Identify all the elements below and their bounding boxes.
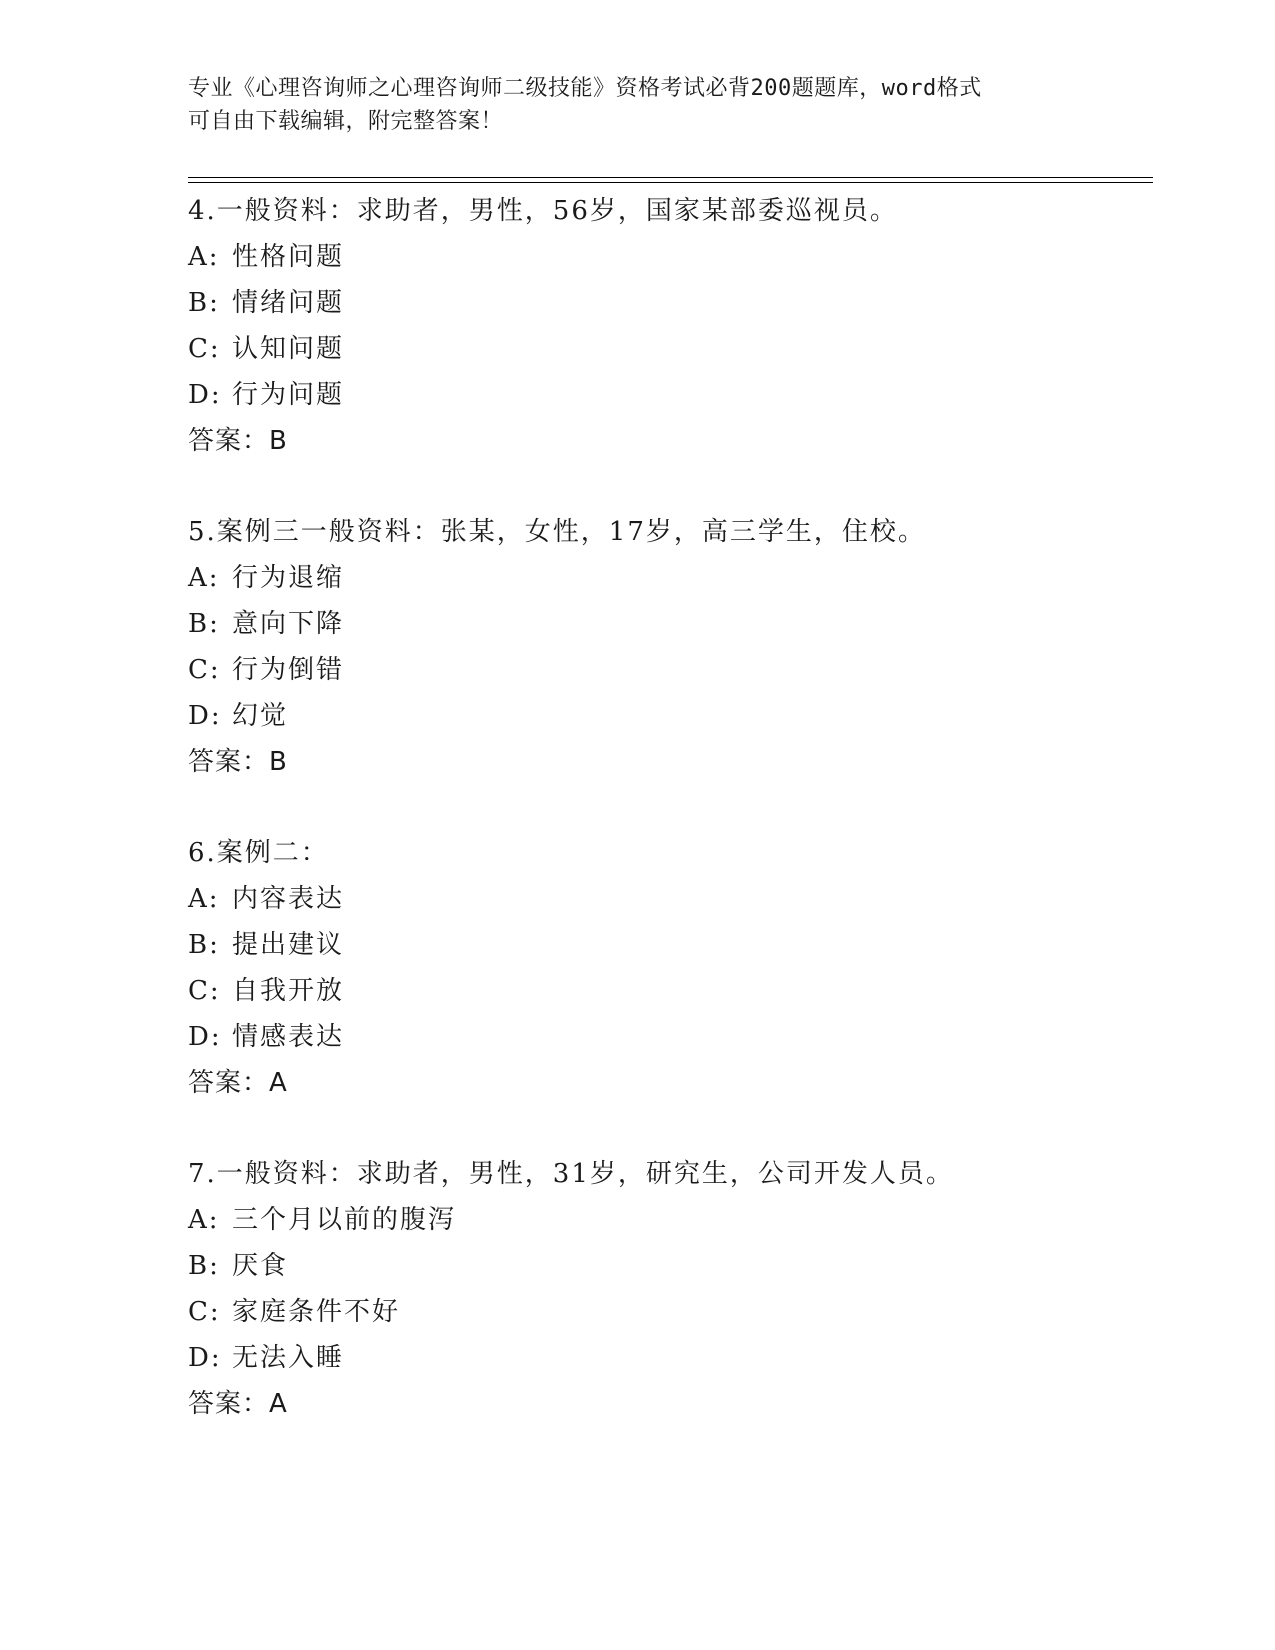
- option-b: [188, 601, 1148, 647]
- option-text: 情绪问题: [232, 288, 345, 318]
- option-letter: D:: [188, 380, 222, 410]
- option-text: 幻觉: [232, 701, 289, 731]
- answer-line: 答案：B: [188, 747, 288, 777]
- question-stem: 5.案例三一般资料：张某，女性，17岁，高三学生，住校。: [188, 517, 926, 547]
- header-line-1: 专业《心理咨询师之心理咨询师二级技能》资格考试必背200题题库，word格式: [188, 76, 982, 101]
- option-text: 性格问题: [232, 242, 345, 272]
- option-text: 提出建议: [232, 930, 345, 960]
- question-7: [188, 1151, 1148, 1427]
- option-letter: B:: [188, 288, 220, 318]
- option-text: 无法入睡: [232, 1343, 345, 1373]
- option-letter: A:: [188, 884, 220, 914]
- option-letter: B:: [188, 1251, 220, 1281]
- option-text: 行为退缩: [232, 563, 345, 593]
- option-a: [188, 234, 1148, 280]
- option-letter: A:: [188, 563, 220, 593]
- option-letter: C:: [188, 334, 221, 364]
- option-text: 自我开放: [232, 976, 345, 1006]
- option-d: [188, 372, 1148, 418]
- question-stem: 4.一般资料：求助者，男性，56岁，国家某部委巡视员。: [188, 196, 898, 226]
- option-text: 三个月以前的腹泻: [232, 1205, 457, 1235]
- option-b: [188, 1243, 1148, 1289]
- option-letter: C:: [188, 655, 221, 685]
- option-letter: D:: [188, 1343, 222, 1373]
- option-c: [188, 326, 1148, 372]
- question-4: [188, 188, 1148, 464]
- option-a: [188, 1197, 1148, 1243]
- option-text: 行为倒错: [232, 655, 345, 685]
- option-c: [188, 1289, 1148, 1335]
- option-letter: C:: [188, 976, 221, 1006]
- answer-line: 答案：A: [188, 1068, 288, 1098]
- question-list: [188, 188, 1148, 1472]
- option-text: 厌食: [232, 1251, 289, 1281]
- option-letter: B:: [188, 609, 220, 639]
- option-letter: C:: [188, 1297, 221, 1327]
- question-stem: 6.案例二：: [188, 838, 329, 868]
- option-b: [188, 280, 1148, 326]
- answer-line: 答案：A: [188, 1389, 288, 1419]
- option-letter: A:: [188, 242, 220, 272]
- option-text: 家庭条件不好: [232, 1297, 401, 1327]
- option-letter: A:: [188, 1205, 220, 1235]
- option-d: [188, 1335, 1148, 1381]
- option-text: 情感表达: [232, 1022, 345, 1052]
- document-header: [188, 72, 1088, 138]
- option-b: [188, 922, 1148, 968]
- header-divider-top: [188, 177, 1153, 178]
- option-text: 内容表达: [232, 884, 345, 914]
- option-letter: B:: [188, 930, 220, 960]
- option-c: [188, 968, 1148, 1014]
- option-a: [188, 876, 1148, 922]
- question-6: [188, 830, 1148, 1106]
- option-text: 认知问题: [232, 334, 345, 364]
- option-text: 行为问题: [232, 380, 345, 410]
- header-divider-bottom: [188, 182, 1153, 183]
- option-letter: D:: [188, 1022, 222, 1052]
- question-5: [188, 509, 1148, 785]
- option-a: [188, 555, 1148, 601]
- option-c: [188, 647, 1148, 693]
- option-letter: D:: [188, 701, 222, 731]
- option-text: 意向下降: [232, 609, 345, 639]
- option-d: [188, 693, 1148, 739]
- header-line-2: 可自由下载编辑，附完整答案！: [188, 109, 504, 134]
- answer-line: 答案：B: [188, 426, 288, 456]
- option-d: [188, 1014, 1148, 1060]
- question-stem: 7.一般资料：求助者，男性，31岁，研究生，公司开发人员。: [188, 1159, 954, 1189]
